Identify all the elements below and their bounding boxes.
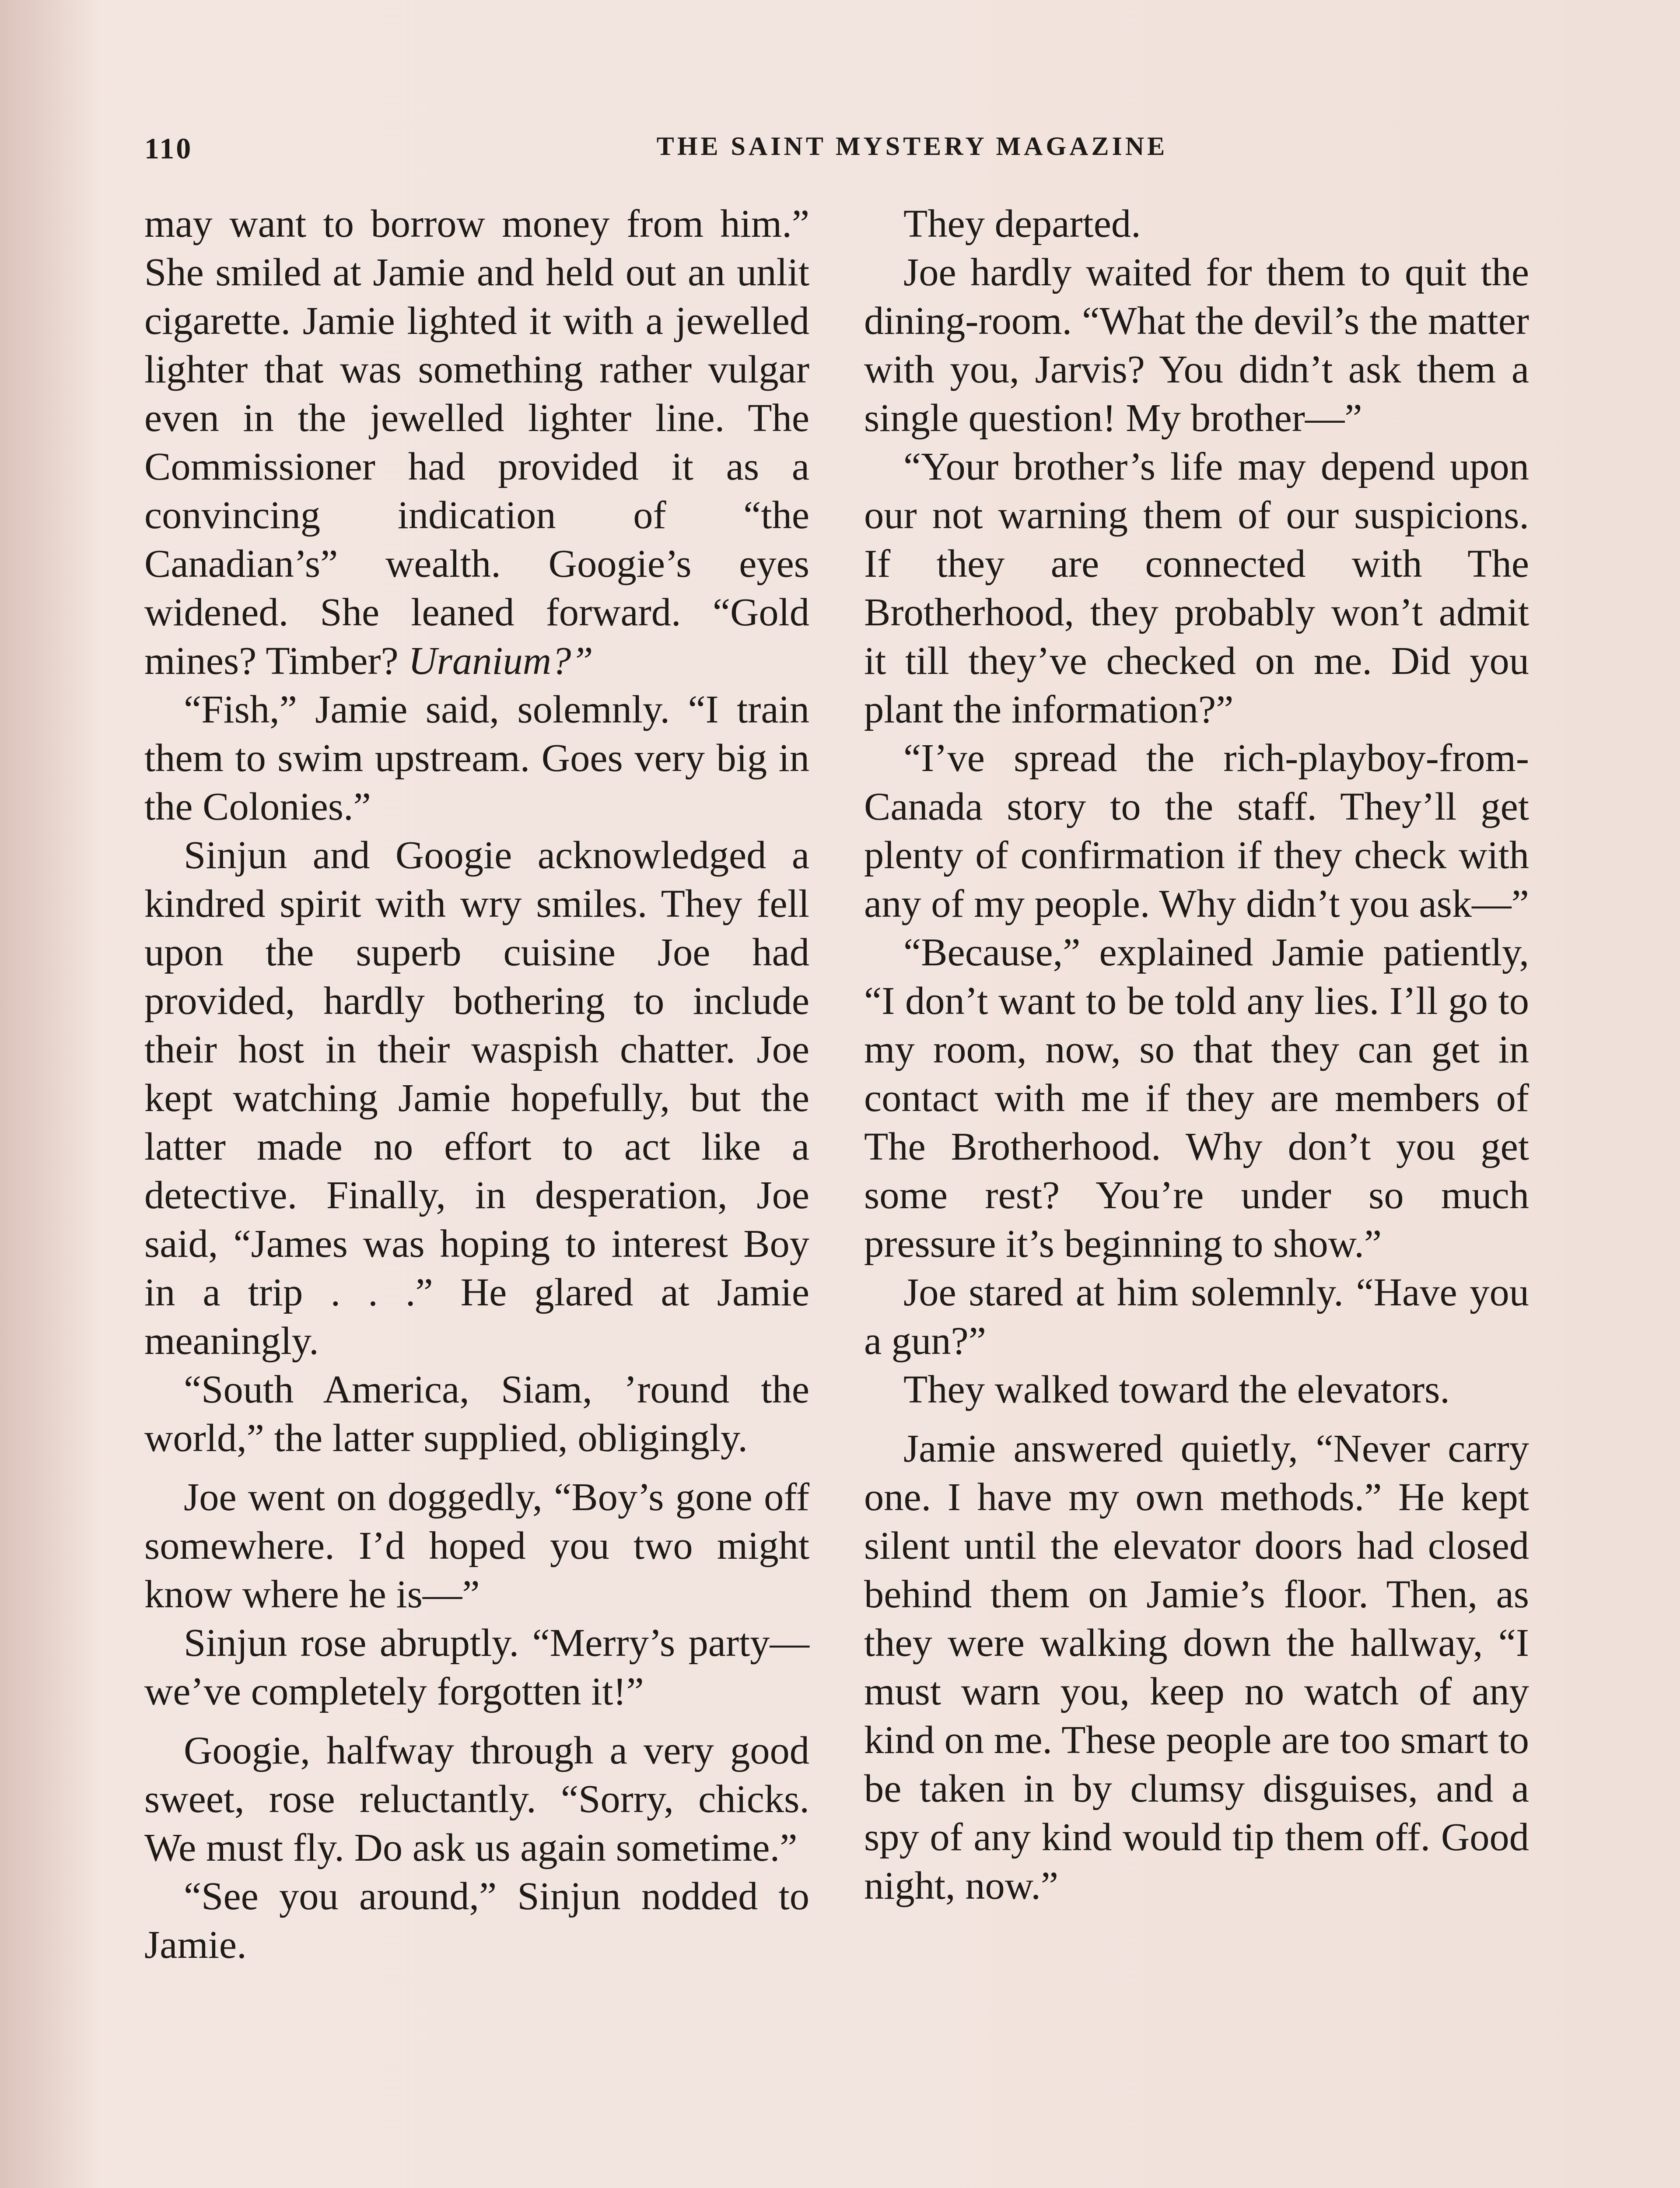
paragraph: Sinjun and Googie acknowledged a kindred spirit with wry smiles. They fell upon the superb cuisine Joe had provided, hardly bothering to include their host in their waspish chatter. Joe kept watching Jamie hopefully, but the latter made no effort to act like a detective. Finally, in desperation, Joe said, “James was hoping to interest Boy in a trip . . .” He glared at Jamie meaningly. bbox=[144, 833, 809, 1363]
paragraph: Sinjun rose abruptly. “Merry’s party—we’ve completely forgotten it!” bbox=[144, 1620, 809, 1713]
paragraph: “South America, Siam, ’round the world,” the latter supplied, obligingly. bbox=[144, 1367, 809, 1460]
paragraph: “See you around,” Sinjun nodded to Jamie. bbox=[144, 1874, 809, 1967]
paragraph: “Your brother’s life may depend upon our not warning them of our suspicions. If they are connected with The Brotherhood, they probably won’t admit it till they’ve checked on me. Did you plant the information?” bbox=[864, 444, 1529, 731]
paragraph: They departed. bbox=[903, 201, 1141, 245]
paragraph: “I’ve spread the rich-playboy-from-Canada story to the staff. They’ll get plenty of confirmation if they check with any of my people. Why didn’t you ask—” bbox=[864, 736, 1529, 926]
right-column bbox=[864, 199, 1529, 1910]
page-number: 110 bbox=[144, 132, 193, 165]
paragraph: Jamie answered quietly, “Never carry one. I have my own methods.” He kept silent until the elevator doors had closed behind them on Jamie’s floor. Then, as they were walking down the hallway, “I must warn you, keep no watch of any kind on me. These people are too smart to be taken in by clumsy disguises, and a spy of any kind would tip them off. Good night, now.” bbox=[864, 1426, 1529, 1907]
paragraph: Joe hardly waited for them to quit the dining-room. “What the devil’s the matter with you, Jarvis? You didn’t ask them a single question! My brother—” bbox=[864, 250, 1529, 440]
italic-text: Uranium?” bbox=[408, 638, 593, 683]
paragraph: They walked toward the elevators. bbox=[903, 1367, 1450, 1411]
paragraph: Joe went on doggedly, “Boy’s gone off somewhere. I’d hoped you two might know where he is—” bbox=[144, 1475, 809, 1616]
paragraph: “Fish,” Jamie said, solemnly. “I train them to swim upstream. Goes very big in the Colonies.” bbox=[144, 687, 809, 828]
paragraph: Googie, halfway through a very good sweet, rose reluctantly. “Sorry, chicks. We must fly. Do ask us again sometime.” bbox=[144, 1728, 809, 1869]
page-gutter-shadow bbox=[0, 0, 96, 2188]
paragraph: Joe stared at him solemnly. “Have you a gun?” bbox=[864, 1270, 1529, 1363]
page-header bbox=[144, 131, 1536, 179]
paragraph: may want to borrow money from him.” She smiled at Jamie and held out an unlit cigarette. Jamie lighted it with a jewelled lighter that was something rather vulgar even in the jewelled lighter line. The Commissioner had provided it as a convincing indication of “the Canadian’s” wealth. Googie’s eyes widened. She leaned forward. “Gold mines? Timber? Uranium?” bbox=[144, 201, 809, 683]
paragraph: “Because,” explained Jamie patiently, “I don’t want to be told any lies. I’ll go to my room, now, so that they can get in contact with me if they are members of The Brotherhood. Why don’t you get some rest? You’re under so much pressure it’s beginning to show.” bbox=[864, 930, 1529, 1266]
running-head: THE SAINT MYSTERY MAGAZINE bbox=[656, 132, 1168, 161]
left-column bbox=[144, 199, 809, 1969]
